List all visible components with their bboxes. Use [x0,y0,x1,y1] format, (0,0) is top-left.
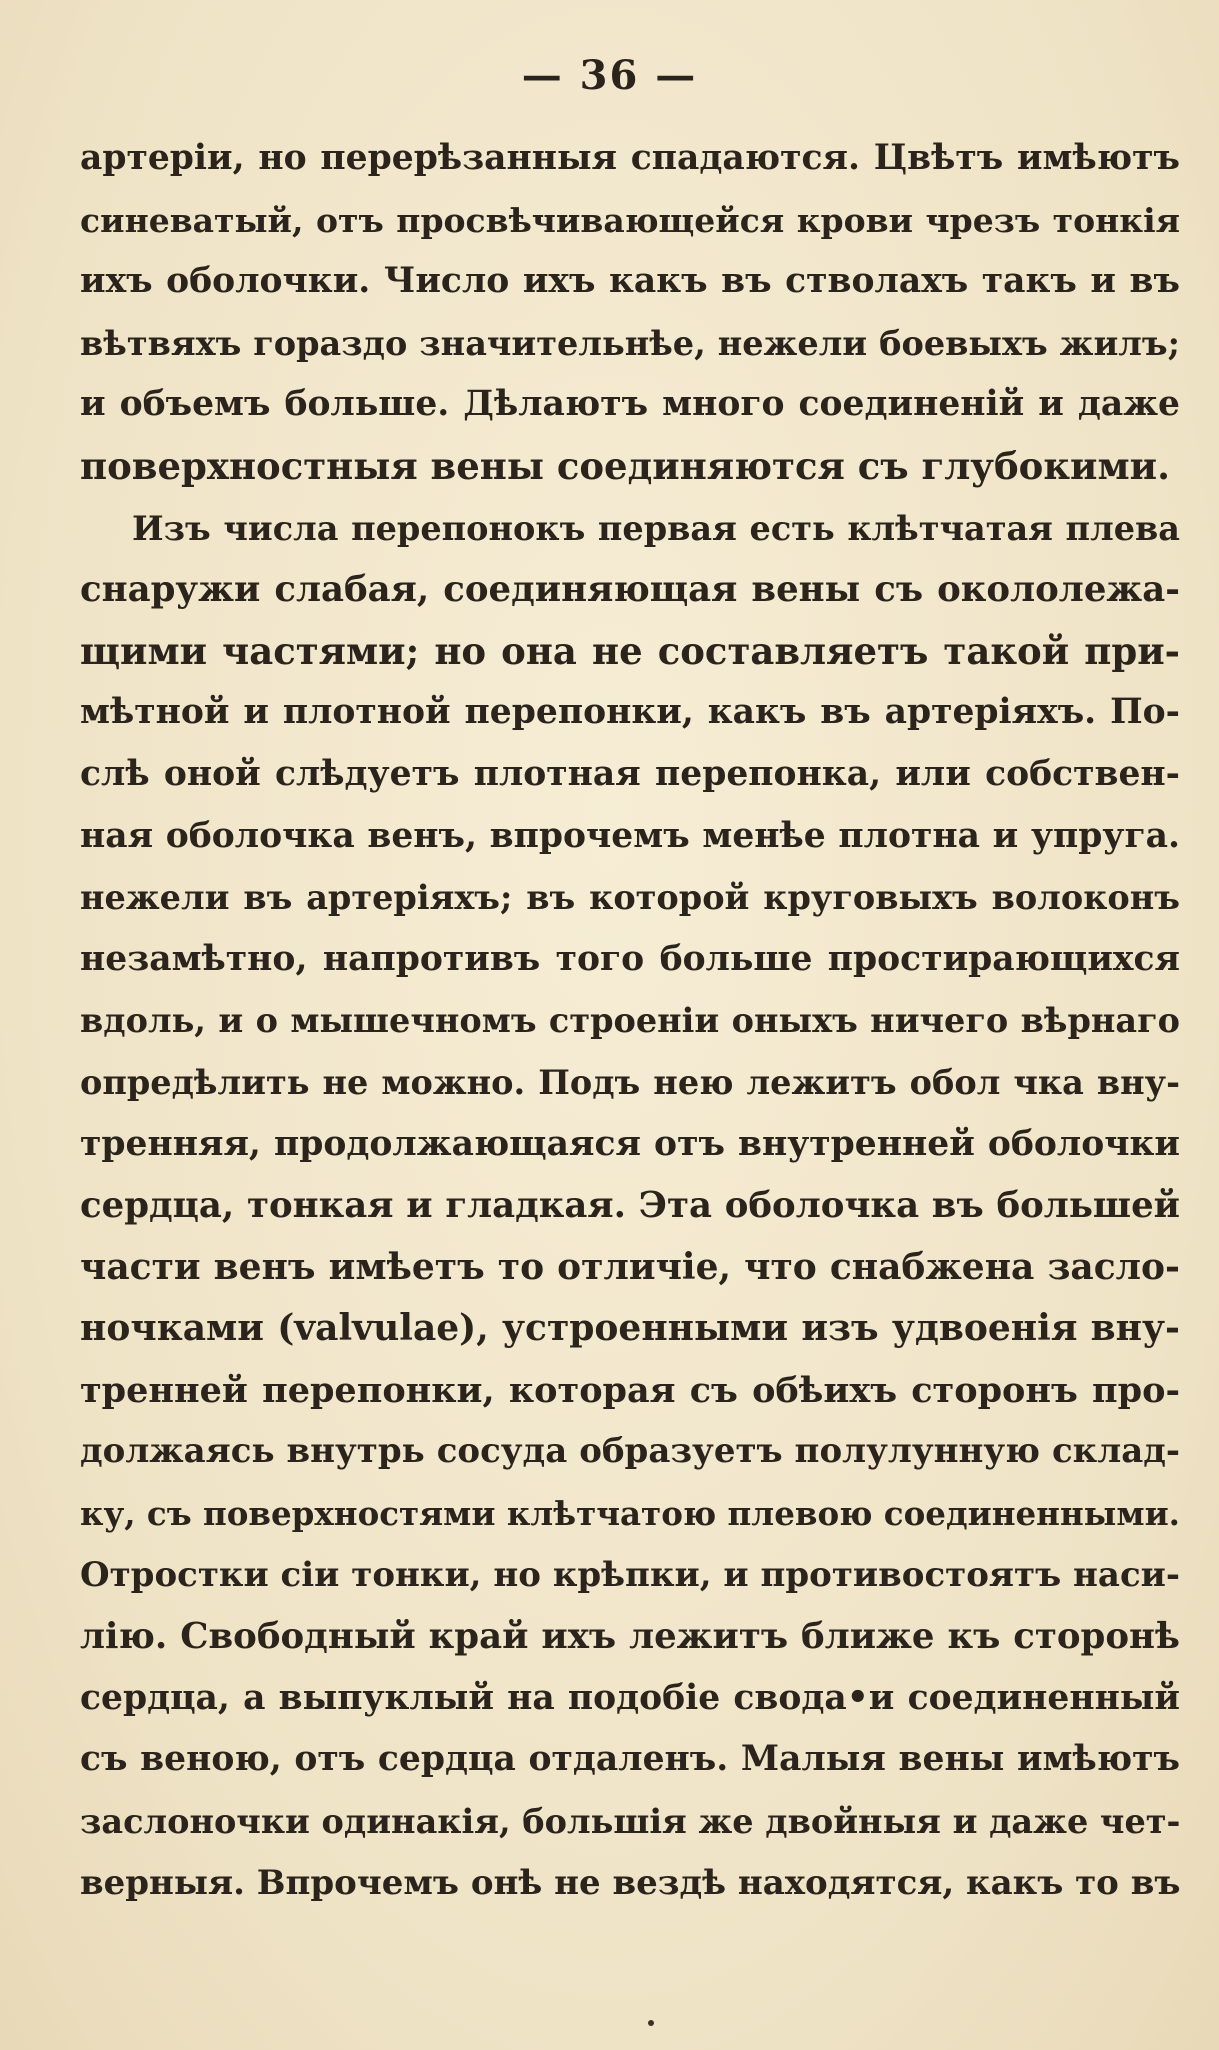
text-line: Отростки сiи тонки, но крѣпки, и противостоятъ наси- [80,1554,1180,1595]
ink-speck [648,2020,654,2026]
text-line: ихъ оболочки. Число ихъ какъ въ стволахъ такъ и въ [80,261,1180,302]
text-line: ночками (valvulae), устроенными изъ удвоенiя вну- [80,1307,1180,1350]
text-line: ку, съ поверхностями клѣтчатою плевою соединенными. [80,1494,1180,1534]
text-line: поверхностныя вены соединяются съ глубокими. [80,443,1170,488]
text-line: съ веною, отъ сердца отдаленъ. Малыя вены имѣютъ [80,1739,1180,1780]
text-line: нежели въ артерiяхъ; въ которой круговыхъ волоконъ [80,878,1180,918]
text-line: части венъ имѣетъ то отличiе, что снабжена засло- [80,1245,1180,1288]
text-line: лiю. Свободный край ихъ лежитъ ближе къ сторонѣ [80,1616,1180,1658]
text-line: мѣтной и плотной перепонки, какъ въ артерiяхъ. По- [80,692,1180,733]
paragraph-2 [80,498,1180,1915]
page-number: — 36 — [521,52,698,99]
text-line: тренняя, продолжающаяся отъ внутренней оболочки [80,1123,1180,1164]
text-line: артерiи, но перерѣзанныя спадаются. Цвѣтъ имѣютъ [80,138,1180,178]
text-line: незамѣтно, напротивъ того больше простирающихся [80,938,1180,979]
text-line: Изъ числа перепонокъ первая есть клѣтчатая плева [132,508,1180,548]
text-line: сердца, тонкая и гладкая. Эта оболочка въ большей [80,1185,1180,1227]
text-line: и объемъ больше. Дѣлаютъ много соединенiй и даже [80,384,1180,425]
text-line: вѣтвяхъ гораздо значительнѣе, нежели боевыхъ жилъ; [80,323,1180,363]
text-line: должаясь внутрь сосуда образуетъ полулунную склад- [80,1431,1180,1472]
paragraph-1 [80,128,1180,498]
text-line: синеватый, отъ просвѣчивающейся крови чрезъ тонкiя [80,200,1180,240]
text-line: ная оболочка венъ, впрочемъ менѣе плотна и упруга. [80,815,1180,856]
text-line: слѣ оной слѣдуетъ плотная перепонка, или собствен- [80,753,1180,794]
text-line: верныя. Впрочемъ онѣ не вездѣ находятся, какъ то въ [80,1862,1180,1903]
text-line: сердца, а выпуклый на подобiе свода•и соединенный [80,1677,1180,1718]
text-line: тренней перепонки, которая съ обѣихъ сторонъ про- [80,1369,1180,1411]
text-line: вдоль, и о мышечномъ строенiи оныхъ ничего вѣрнаго [80,1001,1180,1041]
text-line: снаружи слабая, соединяющая вены съ окололежа- [80,569,1180,611]
text-line: щими частями; но она не составляетъ такой при- [80,628,1180,673]
text-line: заслоночки одинакiя, большiя же двойныя и даже чет- [80,1802,1180,1842]
page-body-text [80,128,1180,1914]
text-line: опредѣлить не можно. Подъ нею лежитъ обол чка вну- [80,1062,1180,1102]
